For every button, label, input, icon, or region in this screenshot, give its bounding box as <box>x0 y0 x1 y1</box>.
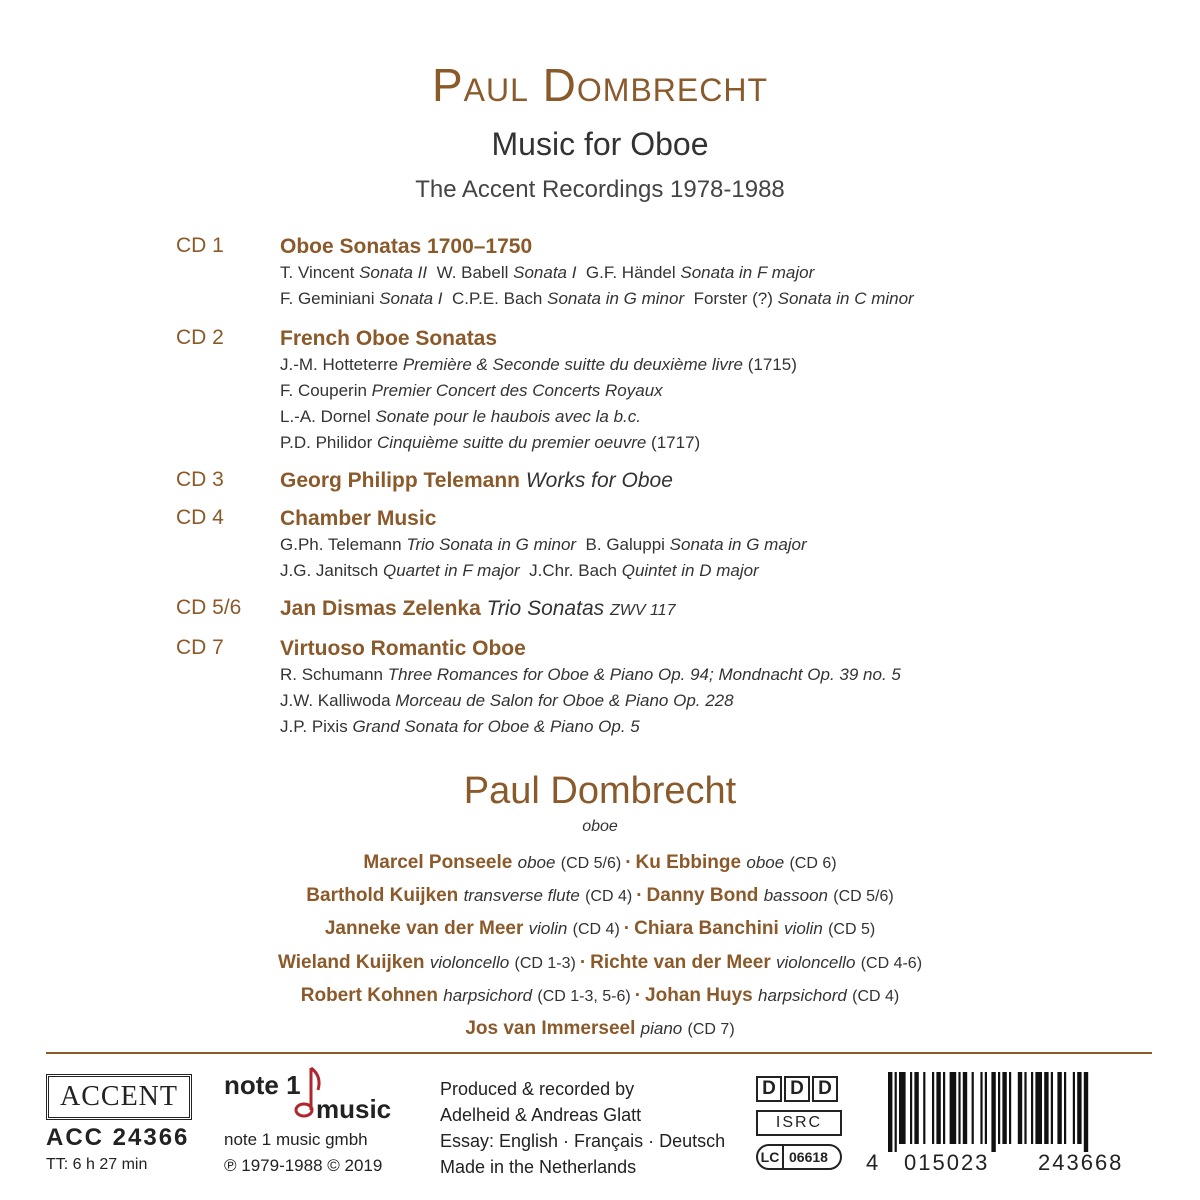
barcode-left-digits: 015023 <box>904 1150 990 1175</box>
cd-heading-text: French Oboe Sonatas <box>280 327 498 350</box>
composer-name: L.-A. Dornel <box>280 407 376 426</box>
barcode <box>866 1072 1156 1152</box>
total-time: TT: 6 h 27 min <box>46 1156 148 1173</box>
cd-contents <box>280 506 1160 584</box>
composer-name: (1717) <box>646 433 701 452</box>
performer-name: Chiara Banchini <box>634 918 779 939</box>
work-title: Sonata in F major <box>680 263 815 282</box>
composer-name: G.Ph. Telemann <box>280 535 407 554</box>
performer-name: Janneke van der Meer <box>324 918 524 939</box>
barcode-bar <box>899 1072 906 1144</box>
work-title: Sonata in G minor <box>547 289 685 308</box>
cd-heading <box>280 636 1160 662</box>
cd-contents <box>280 596 1160 624</box>
separator-dot: · <box>579 952 587 973</box>
barcode-bar <box>1009 1072 1011 1144</box>
barcode-bar <box>1031 1072 1033 1144</box>
cd-heading-work: Works for Oboe <box>525 469 673 492</box>
cd-contents <box>280 326 1160 456</box>
label-code-badge <box>756 1144 842 1170</box>
performer-instrument: oboe <box>517 853 556 872</box>
barcode-bar <box>1035 1072 1042 1144</box>
composer-name: J.G. Janitsch <box>280 561 383 580</box>
work-title: Sonata I <box>513 263 577 282</box>
work-title: Morceau de Salon for Oboe & Piano Op. 228 <box>395 691 734 710</box>
performer-row <box>0 952 1200 974</box>
cd-work-line <box>280 662 1160 688</box>
cd-work-line <box>280 352 1160 378</box>
barcode-bar <box>1077 1072 1081 1144</box>
separator-dot: · <box>634 985 642 1006</box>
composer-name: J.W. Kalliwoda <box>280 691 396 710</box>
cd-contents <box>280 636 1160 740</box>
barcode-bar <box>1064 1072 1066 1144</box>
performer-name: Marcel Ponseele <box>363 852 513 873</box>
work-title: Cinquième suitte du premier oeuvre <box>377 433 647 452</box>
performer-instrument: violoncello <box>776 953 856 972</box>
barcode-bar <box>950 1072 957 1144</box>
album-artist-title: Paul Dombrecht <box>431 59 769 111</box>
work-title: Quartet in F major <box>382 561 520 580</box>
barcode-bar <box>991 1072 995 1152</box>
work-title: Première & Seconde suitte du deuxième livre <box>402 355 743 374</box>
production-line: Produced & recorded by <box>440 1079 635 1099</box>
composer-name: (1715) <box>743 355 797 374</box>
cd-work-line <box>280 378 1160 404</box>
performer-cd-range: (CD 4) <box>852 988 900 1005</box>
barcode-bar <box>936 1072 940 1144</box>
work-title: Sonata I <box>379 289 443 308</box>
note1-music-logo <box>224 1064 404 1124</box>
composer-name: W. Babell <box>427 263 514 282</box>
ddd-letter: D <box>784 1076 810 1102</box>
cd-heading-text: Georg Philipp Telemann <box>280 469 520 492</box>
performer-name: Richte van der Meer <box>590 952 771 973</box>
cd-number: CD 5/6 <box>176 596 242 619</box>
composer-name: R. Schumann <box>280 665 388 684</box>
composer-name: J.P. Pixis <box>280 717 353 736</box>
composer-name: T. Vincent <box>280 263 360 282</box>
main-artist-name: Paul Dombrecht <box>463 770 737 812</box>
performer-cd-range: (CD 1-3, 5-6) <box>537 988 631 1005</box>
composer-name: Forster (?) <box>684 289 778 308</box>
barcode-bar <box>985 1072 987 1144</box>
cd-heading-text: Jan Dismas Zelenka <box>280 597 481 620</box>
separator-dot: · <box>636 885 643 906</box>
performer-cd-range: (CD 7) <box>687 1021 735 1038</box>
barcode-bar <box>998 1072 1000 1144</box>
barcode-bar <box>1018 1072 1022 1144</box>
work-title: Trio Sonata in G minor <box>406 535 577 554</box>
barcode-bar <box>895 1072 897 1152</box>
performer-name: Danny Bond <box>646 885 759 906</box>
composer-name: C.P.E. Bach <box>442 289 548 308</box>
barcode-bar <box>888 1072 892 1152</box>
cd-number: CD 4 <box>176 506 224 529</box>
performer-name: Barthold Kuijken <box>306 885 459 906</box>
album-title: Music for Oboe <box>491 126 709 162</box>
barcode-bar <box>1024 1072 1026 1144</box>
performer-name: Robert Kohnen <box>300 985 438 1006</box>
note1-logo-bottom: music <box>316 1094 392 1124</box>
performer-cd-range: (CD 4) <box>585 888 633 905</box>
main-artist-instrument: oboe <box>582 818 618 835</box>
barcode-bar <box>1073 1072 1075 1144</box>
footer-divider <box>46 1052 1152 1054</box>
work-title: Grand Sonata for Oboe & Piano Op. 5 <box>352 717 640 736</box>
cd-work-line <box>280 558 1160 584</box>
catalog-number: ACC 24366 <box>46 1124 190 1151</box>
production-credits <box>440 1076 725 1180</box>
barcode-bar <box>943 1072 945 1144</box>
barcode-bar <box>1084 1072 1088 1152</box>
album-subtitle: The Accent Recordings 1978-1988 <box>415 176 785 203</box>
barcode-bar <box>958 1072 960 1144</box>
performer-name: Jos van Immerseel <box>465 1018 636 1039</box>
performer-row <box>0 985 1200 1007</box>
production-line: Essay: English · Français · Deutsch <box>440 1131 726 1151</box>
work-title: Quintet in D major <box>621 561 759 580</box>
cd-heading-work: Trio Sonatas <box>486 597 605 620</box>
work-title: Three Romances for Oboe & Piano Op. 94; Mondnacht Op. 39 no. 5 <box>387 665 901 684</box>
barcode-right-digits: 243668 <box>1038 1150 1124 1175</box>
cd-work-line <box>280 688 1160 714</box>
barcode-bar <box>914 1072 918 1144</box>
barcode-bar <box>1051 1072 1053 1144</box>
composer-name: F. Couperin <box>280 381 372 400</box>
cd-heading-text: Oboe Sonatas 1700–1750 <box>280 235 533 258</box>
work-title: Sonata in C minor <box>777 289 914 308</box>
ddd-letter: D <box>812 1076 838 1102</box>
barcode-bar <box>972 1072 974 1144</box>
cd-number: CD 3 <box>176 468 224 491</box>
performer-row <box>0 1018 1200 1040</box>
cd-work-line <box>280 404 1160 430</box>
label-name: note 1 music gmbh <box>224 1130 368 1149</box>
performer-instrument: harpsichord <box>443 986 533 1005</box>
barcode-bar <box>980 1072 982 1144</box>
separator-dot: · <box>625 852 632 873</box>
barcode-bar <box>932 1072 934 1144</box>
performer-cd-range: (CD 6) <box>789 855 837 872</box>
lc-number: 06618 <box>789 1149 828 1165</box>
performer-cd-range: (CD 4) <box>572 921 620 938</box>
cd-work-line <box>280 286 1160 312</box>
accent-logo: ACCENT <box>46 1074 192 1120</box>
performer-instrument: harpsichord <box>758 986 847 1005</box>
performer-instrument: bassoon <box>763 886 828 905</box>
performer-cd-range: (CD 5/6) <box>833 888 894 905</box>
cd-number: CD 2 <box>176 326 224 349</box>
cd-contents <box>280 468 1160 494</box>
cd-contents <box>280 234 1160 312</box>
barcode-bar <box>1057 1072 1061 1144</box>
production-line: Made in the Netherlands <box>440 1157 637 1177</box>
performer-instrument: violin <box>784 919 823 938</box>
work-title: Premier Concert des Concerts Royaux <box>371 381 663 400</box>
performer-instrument: violin <box>528 919 568 938</box>
performer-cd-range: (CD 5/6) <box>560 855 622 872</box>
composer-name: J.Chr. Bach <box>519 561 622 580</box>
performer-instrument: piano <box>640 1019 683 1038</box>
composer-name: G.F. Händel <box>576 263 681 282</box>
performer-instrument: oboe <box>746 853 785 872</box>
performer-cd-range: (CD 5) <box>828 921 876 938</box>
cd-work-line <box>280 532 1160 558</box>
performer-name: Ku Ebbinge <box>635 852 742 873</box>
performer-row <box>0 918 1200 940</box>
cd-heading <box>280 506 1160 532</box>
cd-number: CD 7 <box>176 636 224 659</box>
cd-heading <box>280 468 1160 494</box>
composer-name: P.D. Philidor <box>280 433 378 452</box>
cd-heading <box>280 596 1160 624</box>
separator-dot: · <box>623 918 631 939</box>
performer-row <box>0 885 1200 907</box>
composer-name: F. Geminiani <box>280 289 380 308</box>
cd-heading-text: Virtuoso Romantic Oboe <box>280 637 526 660</box>
isrc-badge: ISRC <box>756 1110 842 1136</box>
cd-heading-text: Chamber Music <box>280 507 437 530</box>
cd-work-line <box>280 430 1160 456</box>
note1-logo-top: note 1 <box>224 1070 301 1100</box>
ddd-badge <box>756 1076 840 1102</box>
composer-name: B. Galuppi <box>576 535 670 554</box>
performer-cd-range: (CD 4-6) <box>860 955 923 972</box>
work-title: Sonate pour le haubois avec la b.c. <box>375 407 642 426</box>
barcode-bar <box>1002 1072 1006 1144</box>
production-line: Adelheid & Andreas Glatt <box>440 1105 642 1125</box>
performer-row <box>0 852 1200 874</box>
work-title: Sonata in G major <box>669 535 807 554</box>
cd-heading <box>280 234 1160 260</box>
cd-work-line <box>280 714 1160 740</box>
barcode-bar <box>1044 1072 1048 1144</box>
performer-name: Johan Huys <box>645 985 753 1006</box>
composer-name: J.-M. Hotteterre <box>280 355 403 374</box>
cd-heading-catalog: ZWV 117 <box>609 602 676 619</box>
barcode-bar <box>910 1072 912 1144</box>
cd-heading <box>280 326 1160 352</box>
barcode-bar <box>923 1072 925 1144</box>
copyright-line: ℗ 1979-1988 © 2019 <box>224 1156 383 1175</box>
lc-prefix: LC <box>758 1146 784 1168</box>
cd-number: CD 1 <box>176 234 224 257</box>
performer-cd-range: (CD 1-3) <box>514 955 576 972</box>
work-title: Sonata II <box>359 263 428 282</box>
performer-instrument: transverse flute <box>463 886 580 905</box>
ddd-letter: D <box>756 1076 782 1102</box>
barcode-bar <box>963 1072 967 1144</box>
barcode-first-digit: 4 <box>866 1150 881 1175</box>
performer-instrument: violoncello <box>429 953 510 972</box>
cd-work-line <box>280 260 1160 286</box>
performer-name: Wieland Kuijken <box>277 952 425 973</box>
